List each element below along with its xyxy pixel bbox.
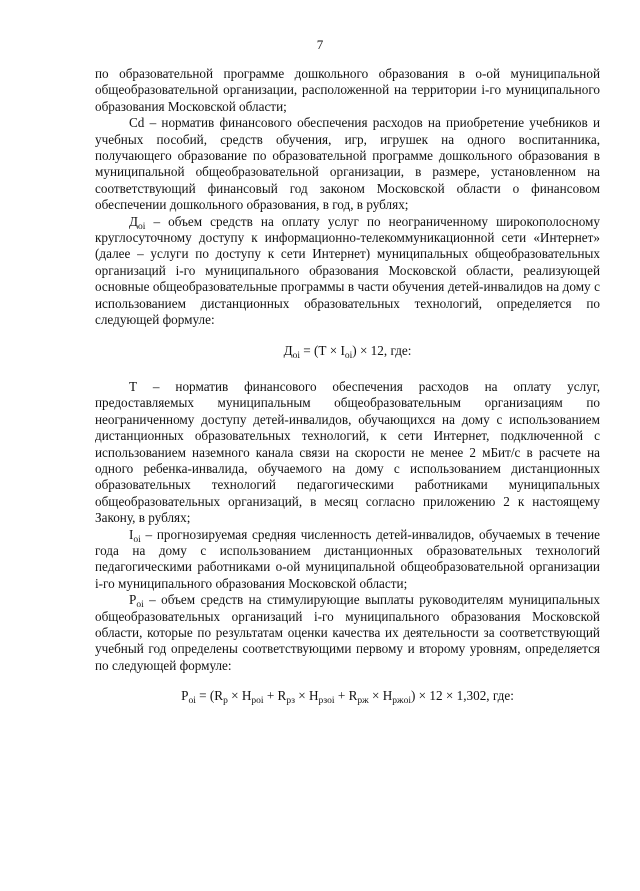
formula-d-rest: ) × 12, где: bbox=[352, 342, 412, 358]
paragraph-i-text: – прогнозируемая средняя численность детей-инвалидов, обучаемых в течение года на дому с использованием дистанционных образовательных технологий педагогическими работниками о-ой муниципальной общеобразовательной организации i-го муниципального образования Московской области; bbox=[95, 526, 600, 591]
formula-d bbox=[95, 343, 600, 359]
paragraph-t-definition: Т – норматив финансового обеспечения расходов на оплату услуг, предоставляемых муниципальным общеобразовательным организациям по неограниченному доступу детей-инвалидов, обучающихся на дому с использованием дистанционных образовательных технологий, к сети Интернет, подключенной с использованием наземного канала связи на скорости не менее 2 мБит/с в расчете на одного ребенка-инвалида, обучаемого на дому с использованием дистанционных образовательных технологий педагогическими работниками муниципальных общеобразовательных организаций, в месяц согласно приложению 2 к настоящему Закону, в рублях; bbox=[95, 378, 600, 526]
formula-p-part-g: ) × 12 × 1,302, где: bbox=[410, 688, 514, 704]
formula-p-sub-d: рзoi bbox=[318, 696, 335, 707]
symbol-i: I bbox=[129, 526, 134, 542]
paragraph-d-text: – объем средств на оплату услуг по неограниченному широкополосному круглосуточному доступу к информационно-телекоммуникационной сети «Интернет» (далее – услуги по доступу к сети Интернет) муниципальных общеобразовательных организаций i-го муниципального образования Московской области, реализующей основные общеобразовательные программы в части обучения детей-инвалидов на дому с использованием дистанционных образовательных технологий, определяется по следующей формуле: bbox=[95, 213, 600, 328]
formula-p-part-f: × H bbox=[368, 688, 393, 704]
symbol-i-subscript: oi bbox=[133, 534, 141, 545]
paragraph-i-definition bbox=[95, 527, 600, 593]
paragraph-p-text: – объем средств на стимулирующие выплаты руководителям муниципальных общеобразовательных организаций i-го муниципального образования Московской области, которые по результатам оценки качества их деятельности за соответствующий учебный год определены соответствующими первому и второму уровням, определяется по следующей формуле: bbox=[95, 592, 600, 673]
paragraph-continuation: по образовательной программе дошкольного образования в о-ой муниципальной общеобразовательной организации, расположенной на территории i-го муниципального образования Московской области; bbox=[95, 66, 600, 114]
formula-p-part-d: × H bbox=[294, 688, 319, 704]
formula-d-lhs-subscript: oi bbox=[292, 350, 300, 361]
formula-p-sub-a: p bbox=[223, 696, 228, 707]
symbol-d: Д bbox=[129, 213, 138, 229]
formula-p-sub-b: poi bbox=[251, 696, 264, 707]
symbol-p: P bbox=[129, 592, 137, 608]
formula-p-sub-f: ржoi bbox=[392, 696, 411, 707]
page-number: 7 bbox=[316, 37, 324, 52]
formula-p bbox=[95, 688, 600, 707]
formula-p-part-a: = (R bbox=[195, 688, 224, 704]
formula-d-i-subscript: oi bbox=[344, 350, 353, 361]
symbol-d-subscript: oi bbox=[138, 221, 146, 232]
formula-p-lhs: P bbox=[181, 688, 189, 704]
formula-p-sub-e: рж bbox=[357, 696, 369, 707]
formula-p-part-b: × H bbox=[227, 688, 252, 704]
paragraph-d-definition bbox=[95, 214, 600, 329]
formula-p-sub-c: рз bbox=[286, 696, 295, 707]
paragraph-cd-definition: Cd – норматив финансового обеспечения расходов на приобретение учебников и учебных пособий, средств обучения, игр, игрушек на одного воспитанника, получающего образование по образовательной программе дошкольного образования в муниципальной общеобразовательной организации, в размере, установленном на соответствующий финансовый год законом Московской области о финансовом обеспечении дошкольного образования, в год, в рублях; bbox=[95, 115, 600, 213]
formula-p-part-c: + R bbox=[263, 688, 287, 704]
formula-d-eq: = (Т × I bbox=[299, 342, 345, 358]
symbol-p-subscript: oi bbox=[136, 600, 144, 611]
document-body bbox=[95, 66, 600, 705]
formula-p-lhs-subscript: oi bbox=[188, 696, 196, 707]
paragraph-p-definition bbox=[95, 592, 600, 674]
formula-p-part-e: + R bbox=[334, 688, 358, 704]
formula-d-lhs: Д bbox=[283, 342, 293, 358]
